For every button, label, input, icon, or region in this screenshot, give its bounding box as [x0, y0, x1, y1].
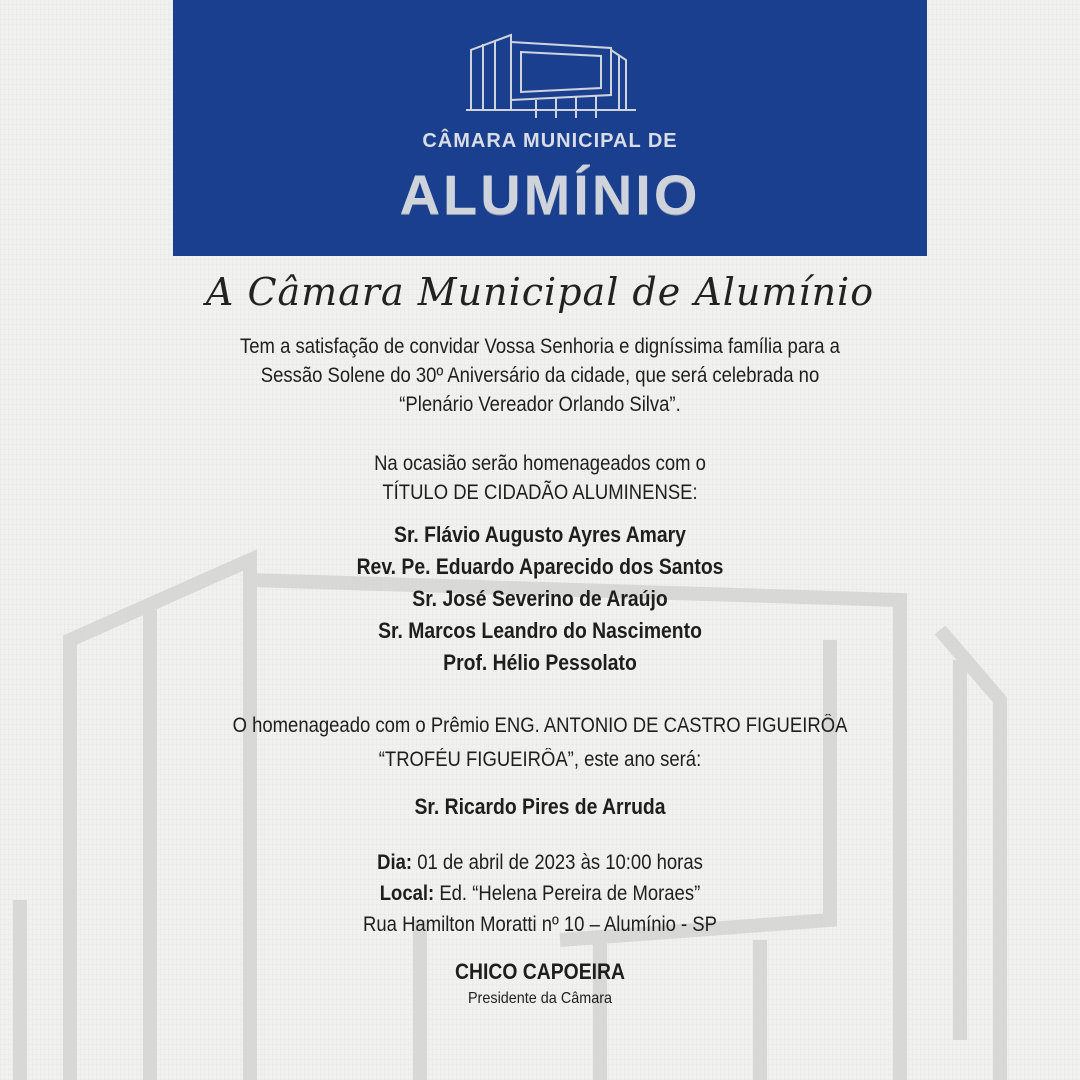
header-banner	[173, 0, 927, 256]
intro-line: “Plenário Vereador Orlando Silva”.	[399, 393, 681, 416]
signer-role: Presidente da Câmara	[467, 990, 613, 1007]
signer-name: CHICO CAPOEIRA	[455, 959, 625, 984]
event-date	[65, 847, 1015, 878]
event-address: Rua Hamilton Moratti nº 10 – Alumínio - SP	[363, 913, 717, 936]
intro-line: Sessão Solene do 30º Aniversário da cidade, que será celebrada no	[260, 364, 820, 387]
date-value: 01 de abril de 2023 às 10:00 horas	[412, 851, 703, 874]
intro-line: Tem a satisfação de convidar Vossa Senhoria e digníssima família para a	[240, 335, 840, 358]
honoree-name: Sr. José Severino de Araújo	[412, 586, 668, 611]
award-recipient: Sr. Ricardo Pires de Arruda	[414, 794, 666, 819]
date-label: Dia:	[377, 851, 413, 874]
honoree-name: Sr. Flávio Augusto Ayres Amary	[394, 522, 686, 547]
invitation-title: A Câmara Municipal de Alumínio	[205, 270, 875, 314]
honoree-name: Rev. Pe. Eduardo Aparecido dos Santos	[356, 554, 724, 579]
place-value: Ed. “Helena Pereira de Moraes”	[434, 882, 701, 905]
chamber-building-icon	[461, 30, 641, 122]
honoree-name: Prof. Hélio Pessolato	[443, 650, 637, 675]
place-label: Local:	[379, 882, 435, 905]
award-intro-line: O homenageado com o Prêmio ENG. ANTONIO DE CASTRO FIGUEIRÔA	[232, 714, 848, 737]
event-place	[65, 878, 1015, 909]
logo-subtitle: CÂMARA MUNICIPAL DE	[422, 130, 678, 152]
honor-intro-line: Na ocasião serão homenageados com o	[374, 452, 706, 475]
logo-title: ALUMÍNIO	[399, 163, 701, 226]
honor-intro-line: TÍTULO DE CIDADÃO ALUMINENSE:	[382, 481, 698, 504]
award-intro-line: “TROFÉU FIGUEIRÔA”, este ano será:	[378, 748, 702, 771]
invitation-body	[0, 270, 1080, 1010]
honoree-name: Sr. Marcos Leandro do Nascimento	[378, 618, 702, 643]
